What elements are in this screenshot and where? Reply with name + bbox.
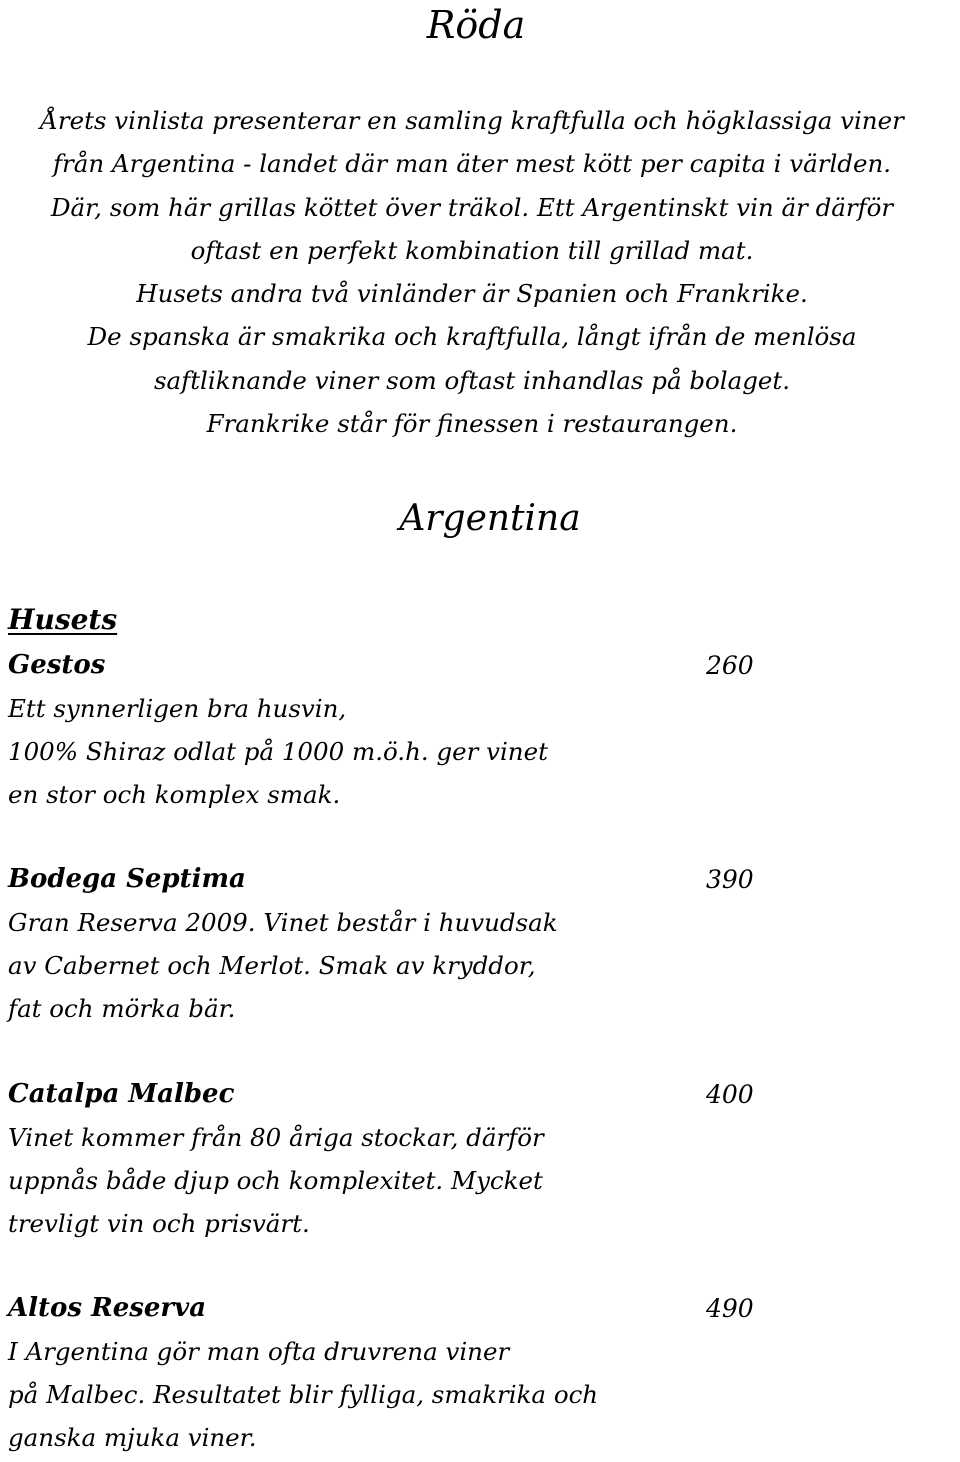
- intro-line: Husets andra två vinländer är Spanien och Frankrike.: [136, 279, 808, 309]
- intro-line: från Argentina - landet där man äter mest kött per capita i världen.: [52, 149, 892, 179]
- intro-line: Frankrike står för finessen i restaurangen.: [206, 409, 738, 439]
- wine-description-line: fat och mörka bär.: [8, 994, 236, 1023]
- wine-name: Gestos: [8, 650, 106, 680]
- wine-description-line: på Malbec. Resultatet blir fylliga, smakrika och: [8, 1380, 599, 1409]
- wine-description-line: av Cabernet och Merlot. Smak av kryddor,: [8, 951, 536, 980]
- wine-description-line: ganska mjuka viner.: [8, 1423, 257, 1452]
- page-title: Röda: [426, 3, 526, 47]
- wine-description: [8, 1116, 768, 1245]
- wine-entry-bodega-septima: [8, 858, 768, 1030]
- wine-description-line: Vinet kommer från 80 åriga stockar, därför: [8, 1123, 544, 1152]
- section-title: Argentina: [399, 498, 581, 539]
- wine-entry-catalpa-malbec: [8, 1073, 768, 1245]
- wine-description-line: trevligt vin och prisvärt.: [8, 1209, 310, 1238]
- wine-price: 260: [706, 651, 754, 680]
- wine-price: 400: [706, 1080, 754, 1109]
- wine-description: [8, 1330, 768, 1459]
- wine-description: [8, 901, 768, 1030]
- wine-name: Altos Reserva: [8, 1293, 207, 1323]
- category-heading: Husets: [8, 603, 118, 636]
- wine-name: Catalpa Malbec: [8, 1079, 235, 1109]
- wine-description-line: I Argentina gör man ofta druvrena viner: [8, 1337, 510, 1366]
- intro-line: oftast en perfekt kombination till grillad mat.: [190, 235, 754, 265]
- wine-description: [8, 687, 768, 816]
- wine-name: Bodega Septima: [8, 864, 246, 894]
- intro-line: saftliknande viner som oftast inhandlas på bolaget.: [153, 365, 791, 395]
- wine-price: 390: [706, 865, 754, 894]
- intro-text: [0, 99, 944, 445]
- wine-entry-altos-reserva: [8, 1287, 768, 1459]
- wine-description-line: uppnås både djup och komplexitet. Mycket: [8, 1166, 543, 1195]
- wine-entry-gestos: [8, 644, 768, 816]
- wine-description-line: 100% Shiraz odlat på 1000 m.ö.h. ger vinet: [8, 737, 548, 766]
- wine-description-line: Ett synnerligen bra husvin,: [8, 694, 347, 723]
- intro-line: Där, som här grillas köttet över träkol. Ett Argentinskt vin är därför: [50, 192, 894, 222]
- wine-price: 490: [706, 1294, 754, 1323]
- intro-line: De spanska är smakrika och kraftfulla, långt ifrån de menlösa: [87, 322, 857, 352]
- wine-description-line: Gran Reserva 2009. Vinet består i huvudsak: [8, 908, 558, 937]
- intro-line: Årets vinlista presenterar en samling kraftfulla och högklassiga viner: [40, 106, 904, 135]
- wine-description-line: en stor och komplex smak.: [8, 780, 341, 809]
